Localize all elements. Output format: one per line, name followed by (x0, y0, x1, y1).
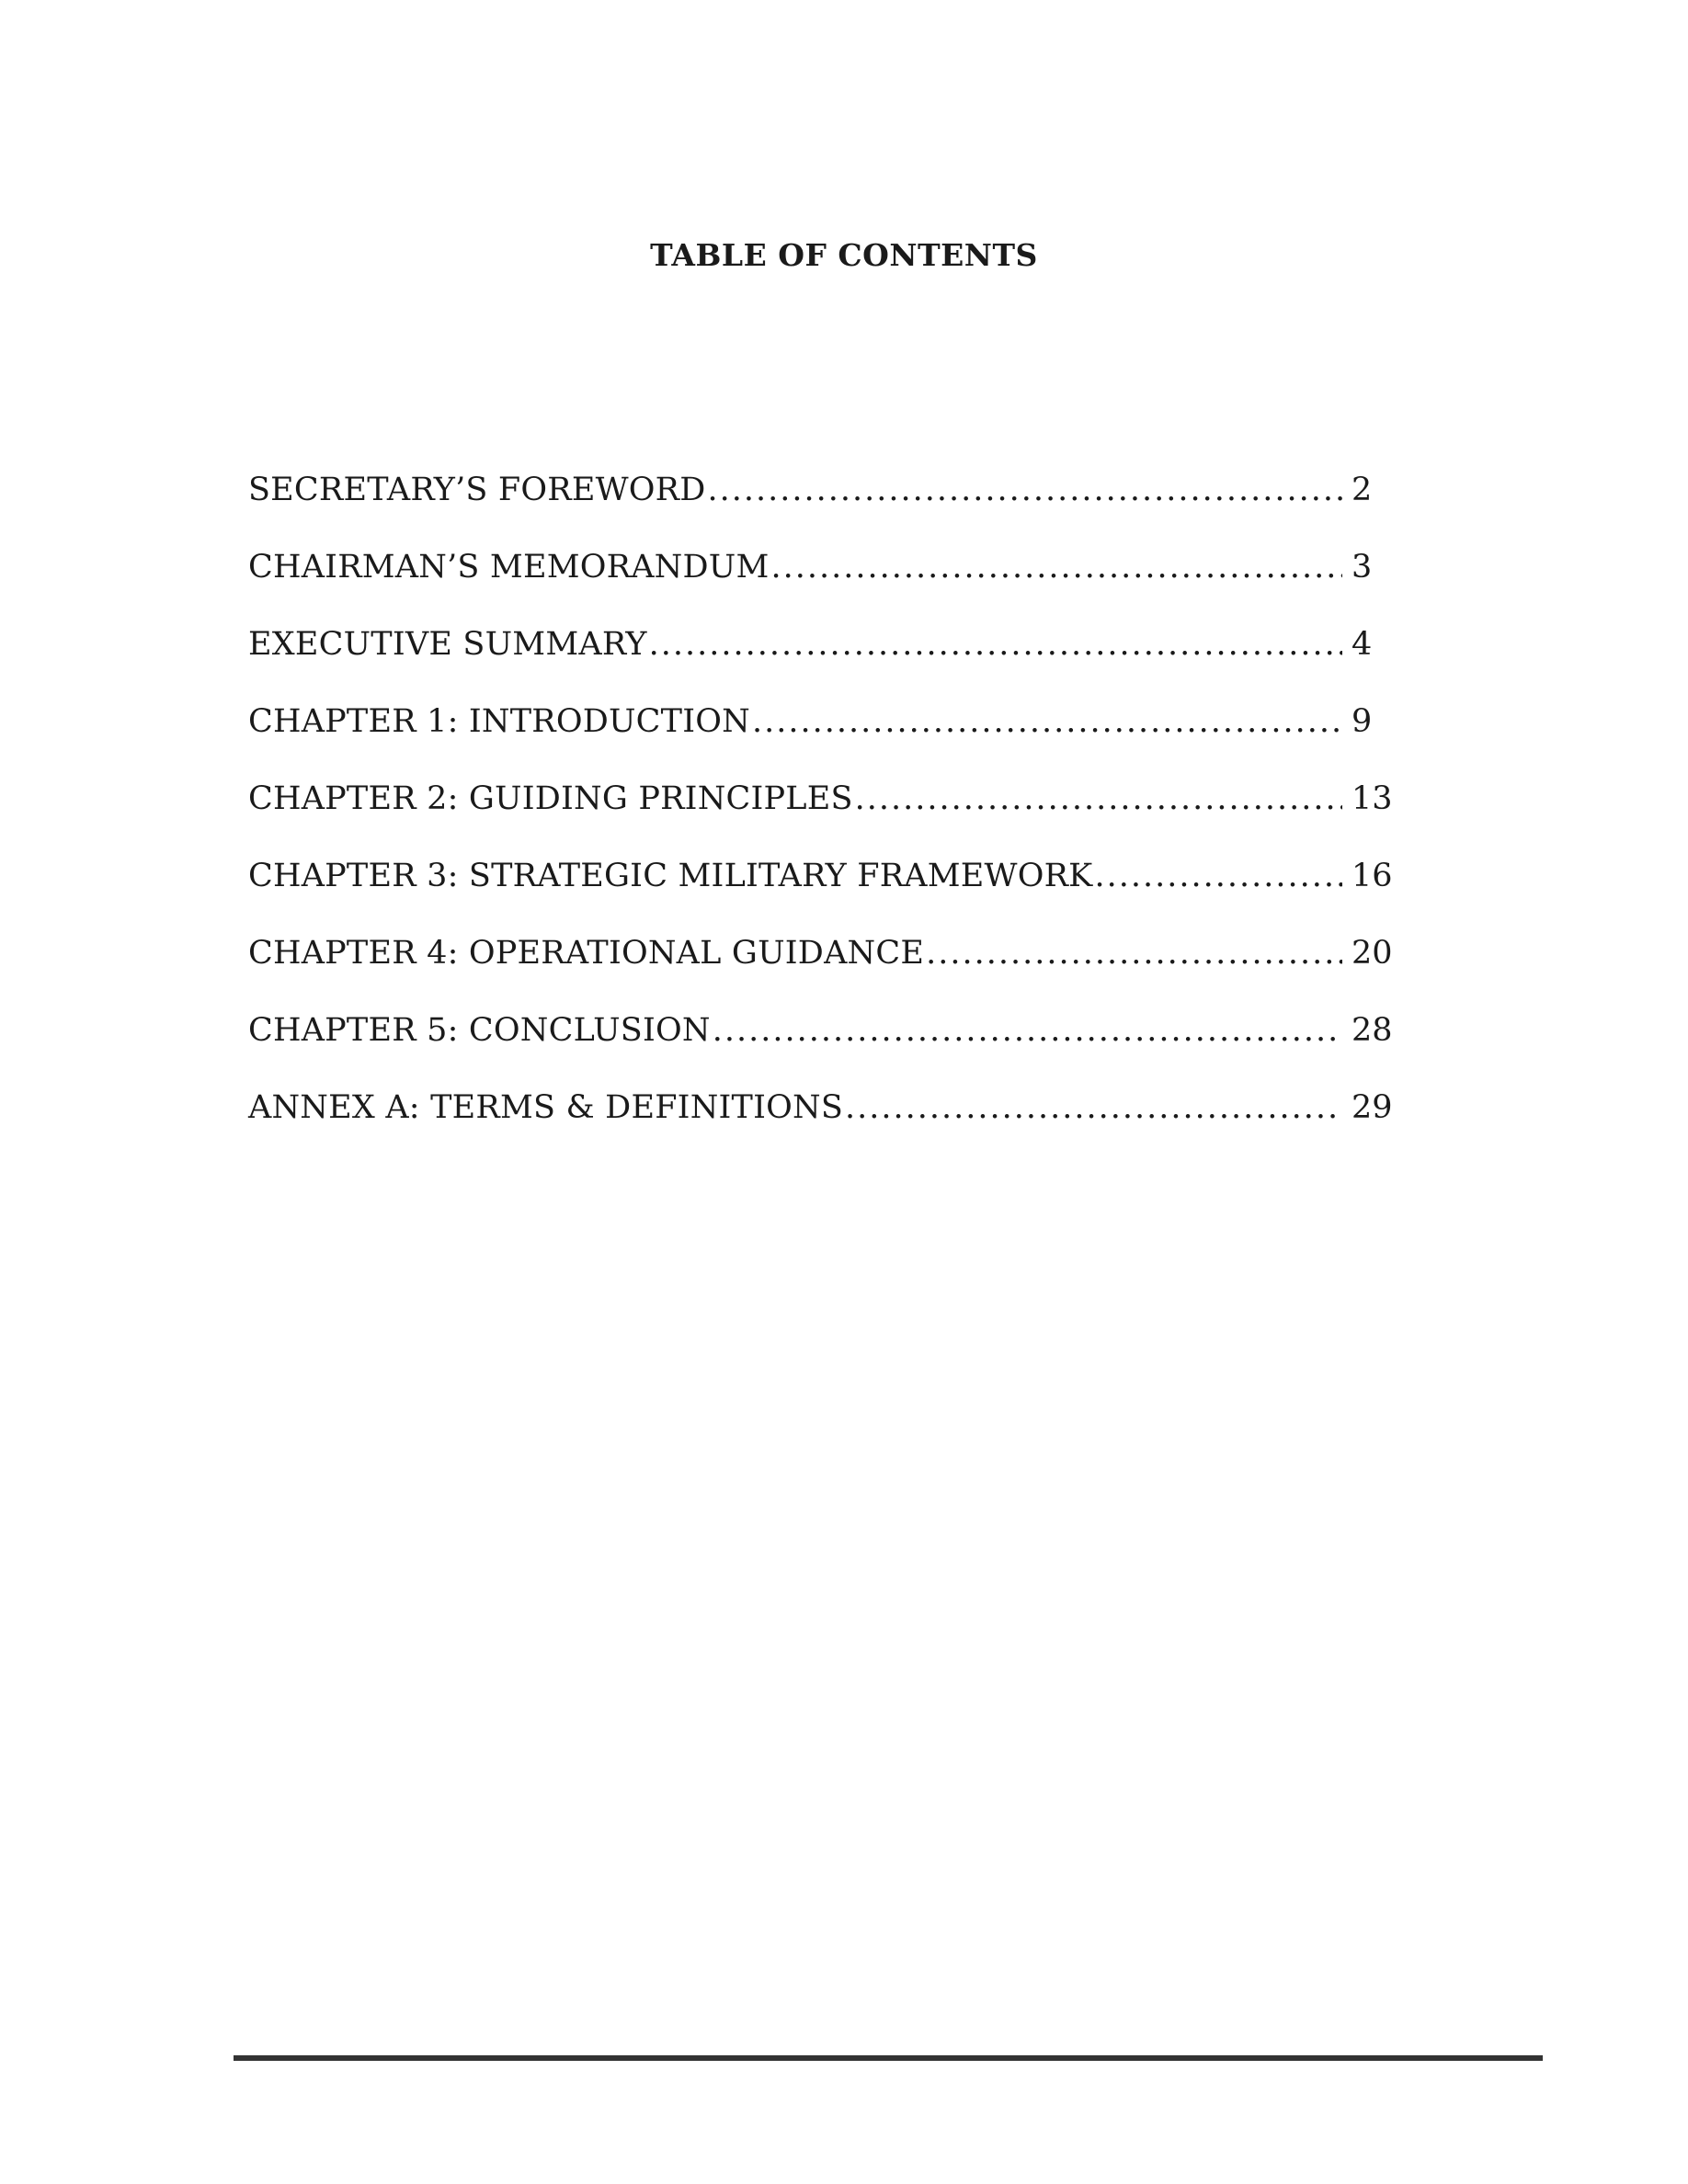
toc-entry-page: 29 (1352, 1089, 1393, 1126)
toc-entry-label: CHAPTER 3: STRATEGIC MILITARY FRAMEWORK (248, 858, 1093, 894)
toc-entry-page: 3 (1352, 549, 1373, 586)
toc-entry-label: CHAPTER 2: GUIDING PRINCIPLES (248, 780, 853, 817)
toc-entry-page: 4 (1352, 626, 1373, 663)
toc-dot-leader (1095, 850, 1342, 902)
toc-entry-label: CHAPTER 1: INTRODUCTION (248, 703, 750, 740)
toc-entry-page: 20 (1352, 935, 1393, 972)
toc-entry-label: ANNEX A: TERMS & DEFINITIONS (248, 1089, 844, 1126)
toc-dot-leader (649, 619, 1342, 670)
toc-dot-leader (708, 464, 1343, 516)
toc-entry-chapter-4[interactable] (248, 927, 1393, 1005)
toc-dot-leader (855, 773, 1342, 825)
toc-dot-leader (845, 1082, 1342, 1133)
toc-entry-executive-summary[interactable] (248, 619, 1388, 696)
page-title: TABLE OF CONTENTS (650, 237, 1038, 273)
toc-dot-leader (771, 541, 1343, 593)
toc-dot-leader (926, 927, 1342, 979)
toc-entry-chairmans-memorandum[interactable] (248, 541, 1388, 619)
toc-entry-chapter-2[interactable] (248, 773, 1393, 850)
toc-entry-label: CHAPTER 4: OPERATIONAL GUIDANCE (248, 935, 925, 972)
toc-entry-page: 16 (1352, 858, 1393, 894)
toc-dot-leader (752, 696, 1342, 747)
footer-rule (234, 2055, 1543, 2061)
table-of-contents (248, 464, 1393, 1159)
toc-entry-label: SECRETARY’S FOREWORD (248, 472, 706, 508)
toc-entry-annex-a[interactable] (248, 1082, 1393, 1159)
toc-entry-page: 28 (1352, 1012, 1393, 1049)
toc-entry-chapter-5[interactable] (248, 1005, 1393, 1082)
toc-entry-label: CHAPTER 5: CONCLUSION (248, 1012, 711, 1049)
toc-entry-page: 13 (1352, 780, 1393, 817)
toc-entry-page: 9 (1352, 703, 1373, 740)
toc-entry-chapter-3[interactable] (248, 850, 1393, 927)
toc-entry-page: 2 (1352, 472, 1373, 508)
toc-dot-leader (713, 1005, 1342, 1056)
toc-entry-label: CHAIRMAN’S MEMORANDUM (248, 549, 770, 586)
toc-entry-chapter-1[interactable] (248, 696, 1388, 773)
toc-entry-secretarys-foreword[interactable] (248, 464, 1388, 541)
toc-entry-label: EXECUTIVE SUMMARY (248, 626, 647, 663)
